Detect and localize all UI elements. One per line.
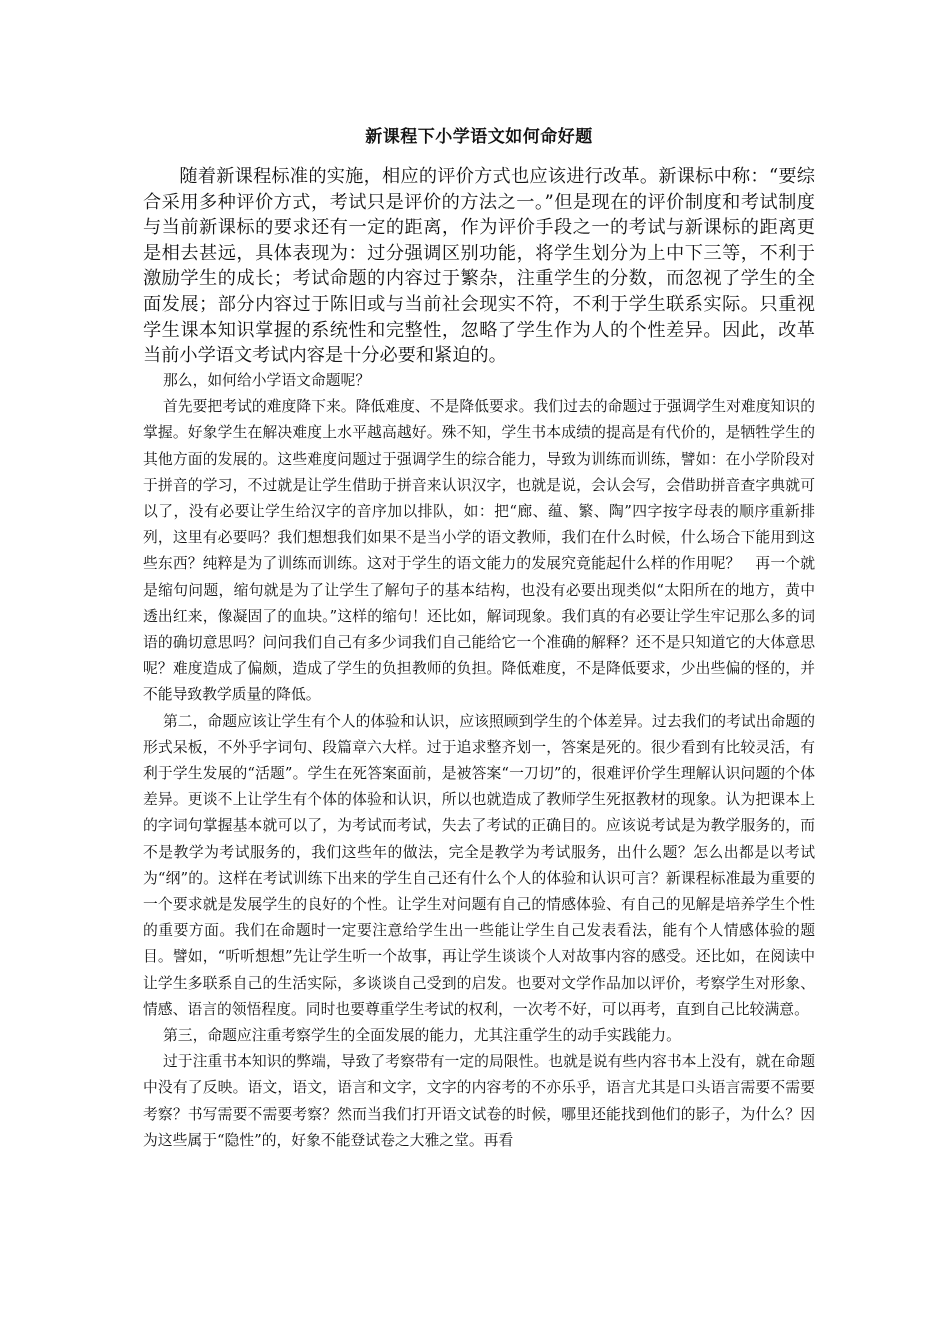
body-paragraph: 过于注重书本知识的弊端，导致了考察带有一定的局限性。也就是说有些内容书本上没有，就在命题中没有了反映。语文，语文，语言和文字，文字的内容考的不亦乐乎，语言尤其是口头语言需要不需要考察？书写需要不需要考察？然而当我们打开语文试卷的时候，哪里还能找到他们的影子，为什么？因为这些属于“隐性”的，好象不能登试卷之大雅之堂。再看 xyxy=(143,1053,815,1149)
body-paragraph: 第二，命题应该让学生有个人的体验和认识，应该照顾到学生的个体差异。过去我们的考试出命题的形式呆板，不外乎字词句、段篇章六大样。过于追求整齐划一，答案是死的。很少看到有比较灵活，有利于学生发展的“活题”。学生在死答案面前，是被答案“一刀切”的，很难评价学生理解认识问题的个体差异。更谈不上让学生有个体的体验和认识，所以也就造成了教师学生死抠教材的现象。认为把课本上的字词句掌握基本就可以了，为考试而考试，失去了考试的正确目的。应该说考试是为教学服务的，而不是教学为考试服务的，我们这些年的做法，完全是教学为考试服务，出什么题？怎么出都是以考试为“纲”的。这样在考试训练下出来的学生自己还有什么个人的体验和认识可言？新课程标准最为重要的一个要求就是发展学生的良好的个性。让学生对问题有自己的情感体验、有自己的见解是培养学生个性的重要方面。我们在命题时一定要注意给学生出一些能让学生自己发表看法，能有个人情感体验的题目。譬如，“听听想想”先让学生听一个故事，再让学生谈谈个人对故事内容的感受。还比如，在阅读中让学生多联系自己的生活实际，多谈谈自己受到的启发。也要对文学作品加以评价，考察学生对形象、情感、语言的领悟程度。同时也要尊重学生考试的权利，一次考不好，可以再考，直到自己比较满意。 xyxy=(143,712,815,1018)
document-title: 新课程下小学语文如何命好题 xyxy=(365,127,593,147)
document-body xyxy=(143,368,815,1154)
intro-paragraph: 随着新课程标准的实施，相应的评价方式也应该进行改革。新课标中称：“要综合采用多种评价方式，考试只是评价的方法之一。”但是现在的评价制度和考试制度与当前新课标的要求还有一定的距离，作为评价手段之一的考试与新课标的距离更是相去甚远，具体表现为：过分强调区别功能，将学生划分为上中下三等，不利于激励学生的成长；考试命题的内容过于繁杂，注重学生的分数，而忽视了学生的全面发展；部分内容过于陈旧或与当前社会现实不符，不利于学生联系实际。只重视学生课本知识掌握的系统性和完整性，忽略了学生作为人的个性差异。因此，改革当前小学语文考试内容是十分必要和紧迫的。 xyxy=(143,166,815,367)
body-paragraph: 首先要把考试的难度降下来。降低难度、不是降低要求。我们过去的命题过于强调学生对难度知识的掌握。好象学生在解决难度上水平越高越好。殊不知，学生书本成绩的提高是有代价的，是牺牲学生的其他方面的发展的。这些难度问题过于强调学生的综合能力，导致为训练而训练，譬如：在小学阶段对于拼音的学习，不过就是让学生借助于拼音来认识汉字，也就是说，会认会写，会借助拼音查字典就可以了，没有必要让学生给汉字的音序加以排队，如：把“廊、蕴、繁、陶”四字按字母表的顺序重新排列，这里有必要吗？我们想想我们如果不是当小学的语文教师，我们在什么时候，什么场合下能用到这些东西？纯粹是为了训练而训练。这对于学生的语文能力的发展究竟能起什么样的作用呢？ 再一个就是缩句问题，缩句就是为了让学生了解句子的基本结构，也没有必要出现类似“太阳所在的地方，黄中透出红来，像凝固了的血块。”这样的缩句！还比如，解词现象。我们真的有必要让学生牢记那么多的词语的确切意思吗？问问我们自己有多少词我们自己能给它一个准确的解释？还不是只知道它的大体意思呢？难度造成了偏颇，造成了学生的负担教师的负担。降低难度，不是降低要求，少出些偏的怪的，并不能导致教学质量的降低。 xyxy=(143,398,815,704)
document-page xyxy=(143,0,815,1344)
body-paragraph: 那么，如何给小学语文命题呢？ xyxy=(162,372,371,389)
body-paragraph: 第三，命题应注重考察学生的全面发展的能力，尤其注重学生的动手实践能力。 xyxy=(162,1027,681,1045)
